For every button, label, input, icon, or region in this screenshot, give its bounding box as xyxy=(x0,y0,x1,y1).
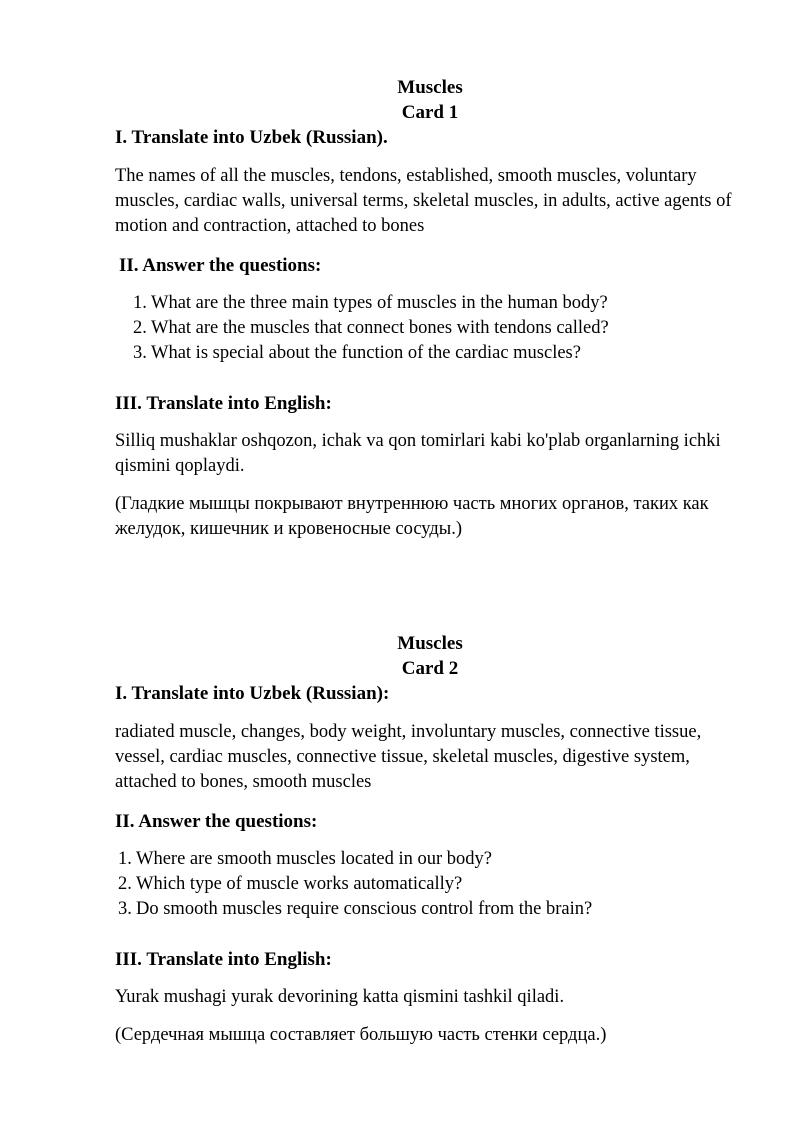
question-item xyxy=(118,847,800,872)
section-1-heading: I. Translate into Uzbek (Russian): xyxy=(115,683,390,704)
card-number: Card 2 xyxy=(401,658,459,679)
question-text: Do smooth muscles require conscious control from the brain? xyxy=(136,899,593,919)
question-number: 1. xyxy=(133,293,147,313)
question-number: 1. xyxy=(118,849,132,869)
question-number: 3. xyxy=(118,899,132,919)
section-1-text: The names of all the muscles, tendons, established, smooth muscles, voluntary muscles, cardiac walls, universal terms, skeletal muscles, in adults, active agents of motion and contraction, attached to bones xyxy=(115,166,732,236)
question-item xyxy=(118,897,800,922)
section-1-heading: I. Translate into Uzbek (Russian). xyxy=(115,127,388,148)
questions-list xyxy=(118,847,800,922)
card-number: Card 1 xyxy=(401,102,459,123)
card-title: Muscles xyxy=(397,633,463,654)
question-text: What are the muscles that connect bones with tendons called? xyxy=(151,318,609,338)
uzbek-sentence: Yurak mushagi yurak devorining katta qismini tashkil qiladi. xyxy=(115,987,565,1007)
question-number: 2. xyxy=(118,874,132,894)
question-number: 2. xyxy=(133,318,147,338)
card-title: Muscles xyxy=(397,77,463,98)
question-text: What are the three main types of muscles in the human body? xyxy=(151,293,608,313)
question-item xyxy=(133,341,800,366)
section-3-heading: III. Translate into English: xyxy=(115,393,332,414)
uzbek-sentence: Silliq mushaklar oshqozon, ichak va qon tomirlari kabi ko'plab organlarning ichki qismini qoplaydi. xyxy=(115,431,721,476)
section-1-text: radiated muscle, changes, body weight, involuntary muscles, connective tissue, vessel, cardiac muscles, connective tissue, skeletal muscles, digestive system, attached to bones, smooth muscles xyxy=(115,722,702,792)
section-3-heading: III. Translate into English: xyxy=(115,949,332,970)
question-item xyxy=(118,872,800,897)
russian-sentence: (Сердечная мышца составляет большую часть стенки сердца.) xyxy=(115,1025,607,1045)
card-1 xyxy=(0,75,800,542)
question-number: 3. xyxy=(133,343,147,363)
card-2 xyxy=(0,631,800,1048)
question-item xyxy=(133,291,800,316)
question-item xyxy=(133,316,800,341)
section-2-heading: II. Answer the questions: xyxy=(115,811,318,832)
question-text: What is special about the function of the cardiac muscles? xyxy=(151,343,581,363)
russian-sentence: (Гладкие мышцы покрывают внутреннюю часть многих органов, таких как желудок, кишечник и кровеносные сосуды.) xyxy=(115,494,709,539)
questions-list xyxy=(133,291,800,366)
question-text: Where are smooth muscles located in our body? xyxy=(136,849,493,869)
section-2-heading: II. Answer the questions: xyxy=(119,255,322,276)
question-text: Which type of muscle works automatically? xyxy=(136,874,463,894)
